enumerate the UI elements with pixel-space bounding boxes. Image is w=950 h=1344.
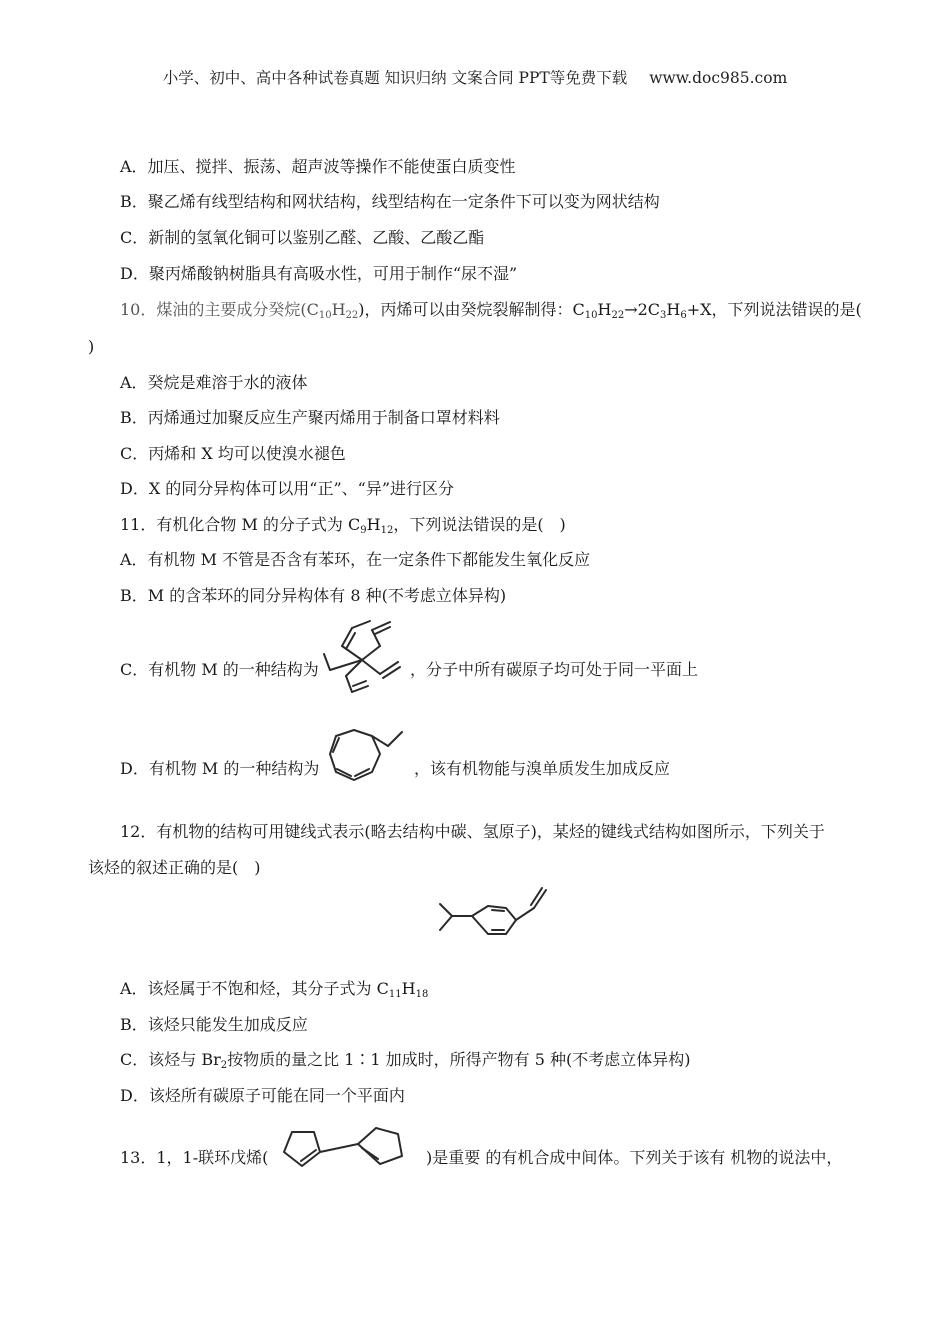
q12-option-c: C．该烃与 $Br_2$按物质的量之比 1∶1 加成时，所得产物有 5 种(不考虑立体异构)	[120, 1050, 691, 1071]
q10-stem-gray: 煤油的主要成分癸烷(	[156, 300, 307, 319]
bicyclopentenyl-structure	[276, 1120, 416, 1180]
q10-option-a: A．癸烷是难溶于水的液体	[120, 373, 308, 392]
q13-stem-post: )是重要 的有机合成中间体。下列关于该有 机物的说法中，	[426, 1148, 843, 1167]
tetravinylmethane-structure	[322, 620, 408, 698]
q9-option-d: D．聚丙烯酸钠树脂具有高吸水性，可用于制作“尿不湿”	[120, 264, 518, 283]
bond	[342, 646, 362, 660]
q12-option-b: B．该烃只能发生加成反应	[120, 1015, 308, 1034]
q10-option-b: B．丙烯通过加聚反应生产聚丙烯用于制备口罩材料料	[120, 408, 500, 427]
q11-option-c-pre: C．有机物 M 的一种结构为	[120, 660, 319, 679]
q9-option-a: A．加压、搅拌、振荡、超声波等操作不能使蛋白质变性	[120, 157, 516, 176]
q10-stem-end: )	[88, 337, 95, 356]
q11-stem: 11．有机化合物 M 的分子式为 $C_9H_{12}$，下列说法错误的是( )	[120, 515, 566, 536]
q13-stem-pre: 13．1，1-联环戊烯(	[120, 1148, 269, 1167]
q9-option-b: B．聚乙烯有线型结构和网状结构，线型结构在一定条件下可以变为网状结构	[120, 192, 660, 211]
q11-option-d-post: ，该有机物能与溴单质发生加成反应	[414, 759, 671, 778]
header-text: 小学、初中、高中各种试卷真题 知识归纳 文案合同 PPT等免费下载	[162, 69, 628, 87]
q12-stem-2: 该烃的叙述正确的是( )	[88, 858, 261, 877]
ethylcycloheptatriene-structure	[322, 724, 412, 790]
q10-option-c: C．丙烯和 X 均可以使溴水褪色	[120, 444, 346, 463]
q12-hydrocarbon-structure	[432, 886, 552, 946]
q11-option-c-post: ，分子中所有碳原子均可处于同一平面上	[410, 660, 699, 679]
q9-option-c: C．新制的氢氧化铜可以鉴别乙醛、乙酸、乙酸乙酯	[120, 228, 485, 247]
q11-option-a: A．有机物 M 不管是否含有苯环，在一定条件下都能发生氧化反应	[120, 550, 591, 569]
q10-stem: 10．煤油的主要成分癸烷$(C_{10}H_{22})$，丙烯可以由癸烷裂解制得：$C_{10}H_{22}\to 2C_3H_6+X$，下列说法错误的是(	[120, 300, 862, 321]
q10-option-d: D．X 的同分异构体可以用“正”、“异”进行区分	[120, 479, 455, 498]
q12-stem-1: 12．有机物的结构可用键线式表示(略去结构中碳、氢原子)，某烃的键线式结构如图所示，下列关于	[120, 822, 825, 841]
q11-option-d-pre: D．有机物 M 的一种结构为	[120, 759, 320, 778]
header-url[interactable]: www.doc985.com	[649, 69, 788, 87]
q11-option-b: B．M 的含苯环的同分异构体有 8 种(不考虑立体异构)	[120, 586, 507, 605]
q12-option-d: D．该烃所有碳原子可能在同一个平面内	[120, 1086, 405, 1105]
page-header	[0, 66, 950, 88]
q10-number: 10．	[120, 300, 157, 319]
q12-option-a: A．该烃属于不饱和烃，其分子式为 $C_{11}H_{18}$	[120, 979, 429, 1000]
